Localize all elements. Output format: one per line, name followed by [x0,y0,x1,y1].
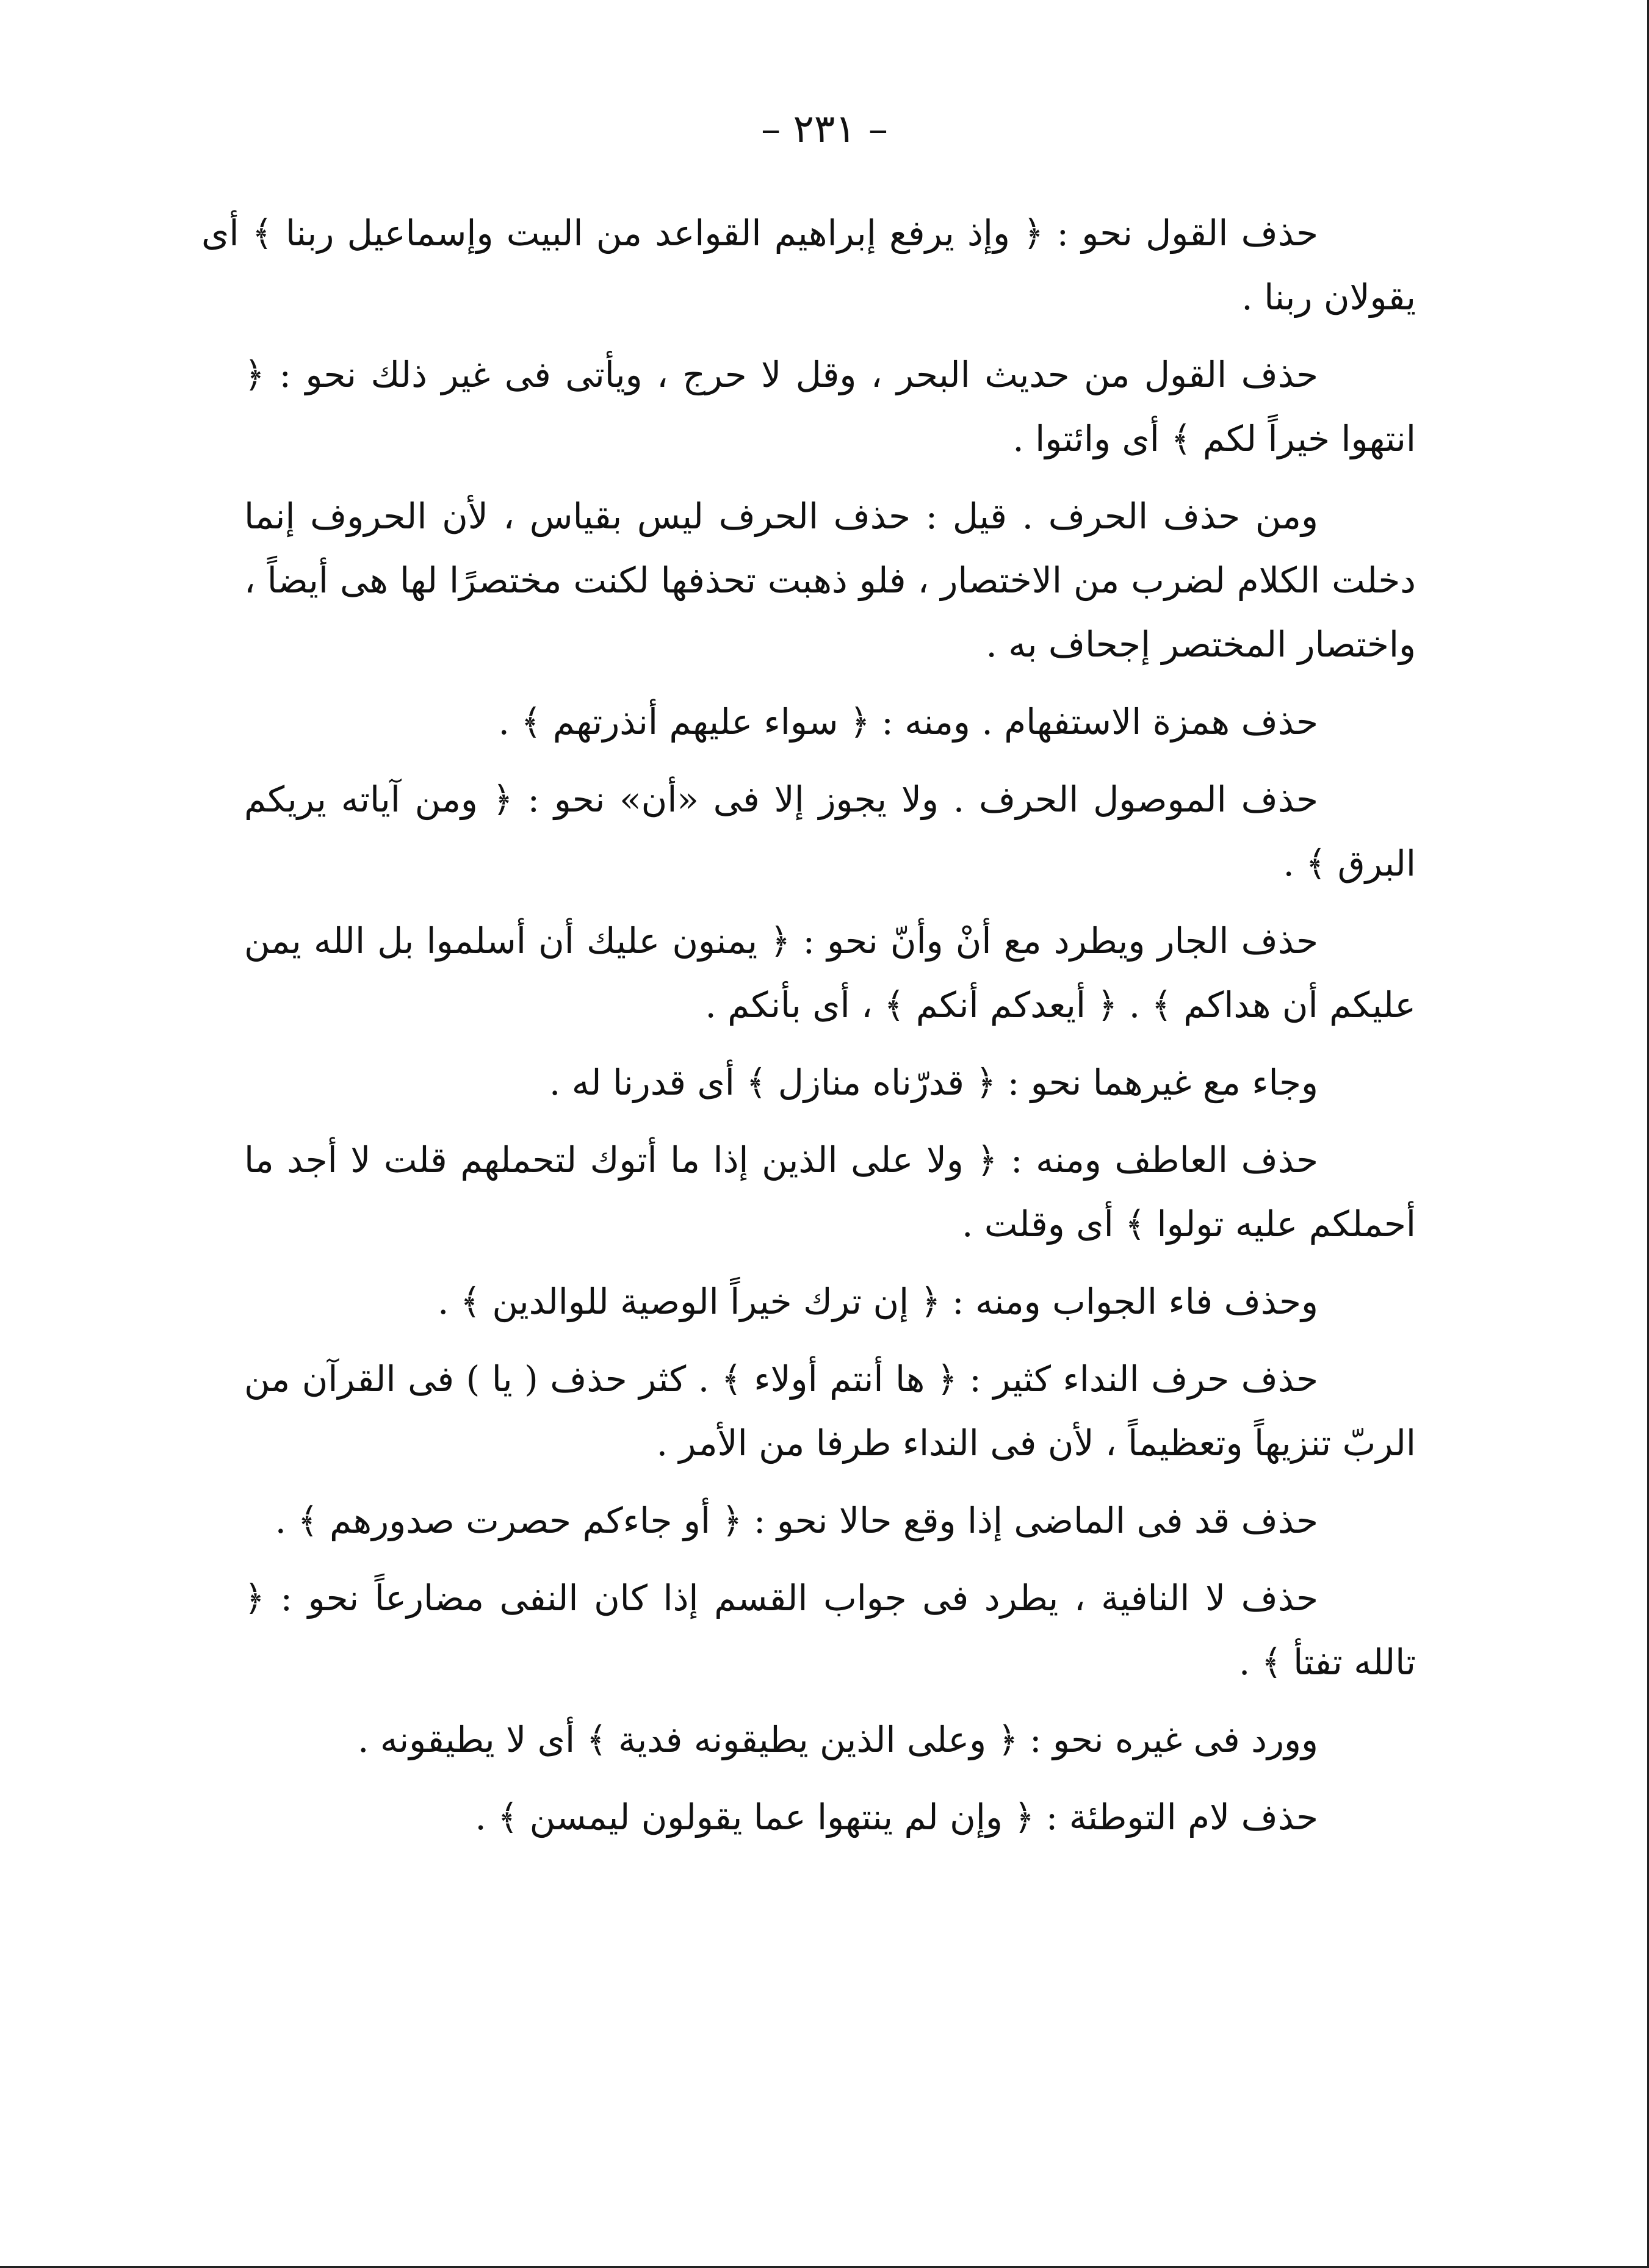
paragraph-11: حذف قد فى الماضى إذا وقع حالا نحو : ﴿ أو جاءكم حصرت صدورهم ﴾ . [275,1500,1318,1541]
paragraph-5: حذف الموصول الحرف . ولا يجوز إلا فى «أن» نحو : ﴿ ومن آياته يريكم البرق ﴾ . [244,779,1416,884]
paragraph-13: وورد فى غيره نحو : ﴿ وعلى الذين يطيقونه فدية ﴾ أى لا يطيقونه . [358,1719,1318,1760]
paragraph-3: ومن حذف الحرف . قيل : حذف الحرف ليس بقياس ، لأن الحروف إنما دخلت الكلام لضرب من الاختصار ، فلو ذهبت تحذفها لكنت مختصرًا لها هى أيضاً ، واختصار المختصر إجحاف به . [244,495,1416,665]
paragraph-12: حذف لا النافية ، يطرد فى جواب القسم إذا كان النفى مضارعاً نحو : ﴿ تالله تفتأ ﴾ . [244,1577,1416,1683]
body-text [201,201,1416,1863]
paragraph-4: حذف همزة الاستفهام . ومنه : ﴿ سواء عليهم أنذرتهم ﴾ . [498,701,1318,743]
paragraph-6: حذف الجار ويطرد مع أنْ وأنّ نحو : ﴿ يمنون عليك أن أسلموا بل الله يمن عليكم أن هداكم ﴾ . ﴿ أيعدكم أنكم ﴾ ، أى بأنكم . [244,920,1416,1026]
paragraph-7: وجاء مع غيرهما نحو : ﴿ قدرّناه منازل ﴾ أى قدرنا له . [549,1062,1318,1103]
paragraph-9: وحذف فاء الجواب ومنه : ﴿ إن ترك خيراً الوصية للوالدين ﴾ . [438,1281,1318,1322]
paragraph-8: حذف العاطف ومنه : ﴿ ولا على الذين إذا ما أتوك لتحملهم قلت لا أجد ما أحملكم عليه تولوا ﴾ أى وقلت . [244,1139,1416,1245]
paragraph-14: حذف لام التوطئة : ﴿ وإن لم ينتهوا عما يقولون ليمسن ﴾ . [475,1796,1318,1838]
paragraph-1: حذف القول نحو : ﴿ وإذ يرفع إبراهيم القواعد من البيت وإسماعيل ربنا ﴾ أى يقولان ربنا . [201,212,1416,318]
paragraph-2: حذف القول من حديث البحر ، وقل لا حرج ، ويأتى فى غير ذلك نحو : ﴿ انتهوا خيراً لكم ﴾ أى وائتوا . [244,354,1416,459]
page-number: – ٢٣١ – [761,107,888,152]
paragraph-10: حذف حرف النداء كثير : ﴿ ها أنتم أولاء ﴾ . كثر حذف ( يا ) فى القرآن من الربّ تنزيهاً وتعظيماً ، لأن فى النداء طرفا من الأمر . [244,1358,1416,1464]
